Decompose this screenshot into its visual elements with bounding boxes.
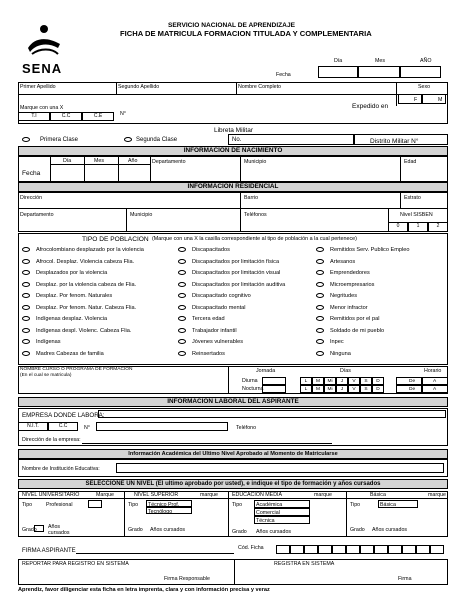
poblacion-radio[interactable] (178, 282, 186, 287)
poblacion-radio[interactable] (316, 339, 324, 344)
telefonos-label: Teléfonos (244, 212, 267, 218)
nac-dia-label: Día (63, 158, 72, 164)
poblacion-radio[interactable] (22, 328, 30, 333)
poblacion-radio[interactable] (22, 247, 30, 252)
poblacion-option-label: Microempresarios (330, 281, 375, 288)
poblacion-option-label: Trabajador infantil (192, 327, 237, 334)
diurna-label: Diurna (242, 378, 258, 384)
sexo-f-label: F (414, 97, 418, 103)
poblacion-radio[interactable] (178, 328, 186, 333)
media-comercial-label: Comercial (256, 510, 280, 516)
footer-note: Aprendiz, favor diligenciar esta ficha en letra imprenta, clara y con información precisa y veraz (18, 587, 270, 593)
segunda-clase-radio[interactable] (124, 137, 132, 142)
empresa-label: EMPRESA DONDE LABORA: (22, 412, 105, 419)
media-anos-label: Años cursados (256, 529, 292, 535)
cod-ficha-label: Cód. Ficha (238, 545, 264, 551)
cc-label: C.C (58, 423, 68, 429)
nivel-basica-marque: marque (428, 492, 446, 498)
nac-ano-label: Año (128, 158, 138, 164)
sexo-m-label: M (438, 97, 443, 103)
sup-tecnologo-box[interactable] (146, 507, 192, 514)
poblacion-radio[interactable] (178, 259, 186, 264)
horario-a-cell[interactable]: A (422, 377, 448, 385)
univ-profesional-label: Profesional (46, 502, 73, 508)
nacimiento-block (18, 156, 448, 182)
firma-label: Firma (398, 576, 412, 582)
univ-profesional-box[interactable] (88, 500, 102, 508)
media-comercial-box[interactable] (254, 508, 310, 516)
nivel-media-label: EDUCACION MEDIA (232, 492, 283, 498)
reportar-label: REPORTAR PARA REGISTRO EN SISTEMA (22, 561, 129, 567)
poblacion-radio[interactable] (178, 316, 186, 321)
poblacion-option-label: Menor infractor (330, 304, 368, 311)
date-day-label: Día (334, 58, 343, 64)
doc-type-cc[interactable] (50, 112, 82, 121)
poblacion-radio[interactable] (316, 270, 324, 275)
sexo-label: Sexo (418, 84, 431, 90)
firma-aspirante-label: FIRMA ASPIRANTE (22, 548, 76, 554)
empresa-telefono-label: Teléfono (236, 425, 257, 431)
res-departamento-label: Departamento (20, 212, 54, 218)
cod-ficha-cell[interactable] (318, 545, 332, 554)
day-cell[interactable]: J (336, 385, 348, 393)
poblacion-option-label: Negritudes (330, 293, 358, 299)
day-cell[interactable]: M (312, 385, 324, 393)
poblacion-option-label: Remitidos por el pal (330, 316, 380, 322)
poblacion-option-label: Inpec (330, 339, 344, 345)
date-day-field[interactable] (318, 66, 358, 78)
date-year-field[interactable] (400, 66, 441, 78)
poblacion-option-label: Discapacitados por limitación auditiva (192, 281, 286, 288)
empresa-field[interactable] (98, 410, 446, 418)
poblacion-option-label: Discapacitado cognitivo (192, 293, 251, 299)
poblacion-radio[interactable] (22, 259, 30, 264)
doc-type-cc-label: C.C (61, 113, 71, 119)
day-cell[interactable]: L (300, 385, 312, 393)
primer-apellido-label: Primer Apellido (20, 84, 56, 90)
poblacion-option-label: Desplaz. por la violencia cabeza de Flia. (36, 281, 137, 288)
firma-responsable-label: Firma Responsable (164, 576, 210, 582)
poblacion-title: TIPO DE POBLACION (82, 236, 149, 243)
media-tecnica-label: Técnica (256, 518, 275, 524)
date-label: Fecha (276, 72, 291, 78)
poblacion-option-label: Desplazados por la violencia (36, 270, 108, 276)
cod-ficha-cell[interactable] (374, 545, 388, 554)
doc-type-ti[interactable] (18, 112, 50, 121)
poblacion-radio[interactable] (22, 351, 30, 356)
institucion-label: Nombre de Institución Educativa: (22, 466, 100, 472)
residencial-section-header (18, 182, 448, 192)
nac-mes-label: Mes (94, 158, 105, 164)
poblacion-radio[interactable] (316, 282, 324, 287)
poblacion-note: (Marque con una X la casilla correspondiente al tipo de población a la cual pertenece) (152, 236, 357, 242)
poblacion-radio[interactable] (316, 293, 324, 298)
poblacion-radio[interactable] (178, 247, 186, 252)
media-tecnica-box[interactable] (254, 516, 310, 524)
nacimiento-section-header (18, 146, 448, 156)
expedido-label: Expedido en (352, 103, 389, 110)
nac-fecha-label: Fecha (22, 170, 41, 177)
sisben-2-label: 2 (436, 223, 440, 229)
sisben-2[interactable] (428, 222, 448, 232)
poblacion-option-label: Desplaz. Por fenom. Natur. Cabeza Flia. (36, 304, 137, 311)
day-cell[interactable]: Mi (324, 377, 336, 385)
registra-label: REGISTRA EN SISTEMA (274, 561, 335, 567)
poblacion-radio[interactable] (22, 339, 30, 344)
sup-tipo-label: Tipo (128, 502, 139, 508)
poblacion-radio[interactable] (178, 293, 186, 298)
poblacion-option-label: Madres Cabezas de familia (36, 350, 104, 357)
poblacion-option-label: Remitidos Serv. Publico Empleo (330, 247, 410, 253)
nocturna-box[interactable] (262, 385, 286, 393)
nivel-sup-label: NIVEL SUPERIOR (134, 492, 179, 498)
univ-cursados-label: cursados (48, 530, 70, 536)
poblacion-radio[interactable] (22, 316, 30, 321)
nombre-completo-label: Nombre Completo (238, 84, 281, 90)
media-grado-label: Grado (232, 529, 247, 535)
univ-grado-label: Grado (22, 527, 37, 533)
logo-text: SENA (22, 61, 63, 76)
sexo-f-box[interactable] (398, 94, 422, 104)
empresa-n-label: N° (84, 425, 90, 431)
poblacion-option-label: Jóvenes vulnerables (192, 339, 243, 345)
poblacion-radio[interactable] (22, 293, 30, 298)
day-cell[interactable]: V (348, 385, 360, 393)
univ-grado-box[interactable] (34, 525, 44, 532)
cod-ficha-cell[interactable] (276, 545, 290, 554)
poblacion-option-label: Discapacitado mental (192, 304, 246, 311)
day-cell[interactable]: Mi (324, 385, 336, 393)
nivel-sup-marque: marque (200, 492, 218, 498)
horario-a-cell[interactable]: A (422, 385, 448, 393)
poblacion-option-label: Indígenas desplaz. Violencia (36, 316, 108, 322)
poblacion-radio[interactable] (22, 282, 30, 287)
nocturna-label: Nocturna (242, 386, 264, 392)
nit-label: N.I.T. (27, 423, 39, 429)
poblacion-radio[interactable] (316, 259, 324, 264)
sup-grado-label: Grado (128, 527, 143, 533)
cod-ficha-cell[interactable] (332, 545, 346, 554)
poblacion-radio[interactable] (178, 270, 186, 275)
horario-de-cell[interactable]: De (396, 377, 422, 385)
horario-de-cell[interactable]: De (396, 385, 422, 393)
residencial-block (18, 192, 448, 232)
media-academica-box[interactable] (254, 500, 310, 508)
nivel-univ-marque: Marque (96, 492, 114, 498)
doc-number-label: N° (120, 111, 126, 117)
nac-departamento-label: Departamento (152, 159, 186, 165)
poblacion-option-label: Tercera edad (192, 316, 225, 322)
diurna-box[interactable] (262, 377, 286, 385)
libreta-no-label: No. (232, 137, 242, 143)
cod-ficha-cell[interactable] (402, 545, 416, 554)
nit-box[interactable] (18, 422, 48, 431)
day-cell[interactable]: D (372, 377, 384, 385)
org-name: SERVICIO NACIONAL DE APRENDIZAJE (168, 22, 296, 29)
nivel-section-title: SELECCIONE UN NIVEL (El ultimo aprobado por usted), e indique el tipo de formación y años cursados (85, 481, 381, 487)
poblacion-option-label: Artesanos (330, 258, 356, 265)
nivel-univ-label: NIVEL UNIVERSITARIO (22, 492, 80, 498)
estrato-label: Estrato (404, 195, 421, 201)
barrio-label: Barrio (244, 195, 259, 201)
poblacion-option-label: Afrocolombiano desplazado por la violencia (36, 247, 144, 253)
cc-box[interactable] (48, 422, 78, 431)
empresa-nit-field[interactable] (96, 422, 228, 431)
doc-type-ce-label: C.E (93, 113, 103, 119)
date-month-field[interactable] (358, 66, 400, 78)
poblacion-radio[interactable] (316, 328, 324, 333)
poblacion-radio[interactable] (316, 316, 324, 321)
media-academica-label: Académica (256, 502, 283, 508)
day-cell[interactable]: S (360, 377, 372, 385)
marque-label: Marque con una X (20, 105, 64, 111)
distrito-label: Distrito Militar N° (370, 138, 419, 145)
date-year-label: AÑO (420, 58, 432, 64)
sup-tecnico-label: Técnico Prof. (148, 502, 180, 508)
day-cell[interactable]: V (348, 377, 360, 385)
date-month-label: Mes (375, 58, 386, 64)
media-tipo-label: Tipo (232, 502, 243, 508)
academica-section-header (18, 449, 448, 459)
cod-ficha-cell[interactable] (346, 545, 360, 554)
primera-clase-label: Primera Clase (40, 137, 79, 143)
poblacion-option-label: Reinsertados (192, 350, 225, 357)
dias-label: Días (340, 368, 351, 374)
institucion-field[interactable] (116, 463, 444, 473)
res-municipio-label: Municipio (130, 212, 153, 218)
sisben-0-label: 0 (396, 223, 400, 229)
segunda-clase-label: Segunda Clase (136, 137, 178, 143)
sup-tecnologo-label: Tecnólogo (148, 509, 173, 515)
basica-basica-label: Básica (380, 502, 396, 508)
sisben-1[interactable] (408, 222, 428, 232)
basica-box[interactable] (378, 500, 418, 508)
basica-tipo-label: Tipo (350, 502, 361, 508)
cod-ficha-cell[interactable] (388, 545, 402, 554)
cod-ficha-cell[interactable] (430, 545, 444, 554)
poblacion-radio[interactable] (178, 351, 186, 356)
curso-label: NOMBRE CURSO O PROGRAMA DE FORMACION (20, 367, 133, 372)
laboral-section-title: INFORMACION LABORAL DEL ASPIRANTE (167, 398, 299, 405)
poblacion-radio[interactable] (316, 247, 324, 252)
curso-sublabel: (En el cual se matricula) (20, 373, 72, 378)
basica-anos-label: Años cursados (372, 527, 408, 533)
poblacion-option-label: Ninguna (330, 350, 351, 357)
univ-tipo-label: Tipo (22, 502, 33, 508)
poblacion-option-label: Emprendedores (330, 270, 370, 276)
horario-label: Horario (424, 368, 442, 374)
form-title: FICHA DE MATRICULA FORMACION TITULADA Y COMPLEMENTARIA (120, 29, 372, 38)
poblacion-radio[interactable] (178, 305, 186, 310)
nacimiento-section-title: INFORMACION DE NACIMIENTO (183, 147, 283, 154)
poblacion-radio[interactable] (316, 305, 324, 310)
basica-grado-label: Grado (350, 527, 365, 533)
day-cell[interactable]: S (360, 385, 372, 393)
cod-ficha-cell[interactable] (304, 545, 318, 554)
doc-type-ti-label: T.I (31, 113, 37, 119)
poblacion-option-label: Indígenas (36, 339, 61, 345)
libreta-label: Libreta Militar (214, 127, 254, 134)
poblacion-option-label: Soldado de mi pueblo (330, 327, 385, 334)
jornada-label: Jornada (256, 368, 276, 374)
day-cell[interactable]: D (372, 385, 384, 393)
direccion-label: Dirección (20, 195, 43, 201)
sup-anos-label: Años cursados (150, 527, 186, 533)
empresa-direccion-label: Dirección de la empresa: (22, 437, 81, 443)
day-cell[interactable]: L (300, 377, 312, 385)
day-cell[interactable]: M (312, 377, 324, 385)
poblacion-radio[interactable] (316, 351, 324, 356)
sisben-0[interactable] (388, 222, 408, 232)
sisben-1-label: 1 (416, 223, 420, 229)
nac-municipio-label: Municipio (244, 159, 267, 165)
poblacion-option-label: Discapacitados por limitación física (192, 258, 280, 265)
poblacion-radio[interactable] (178, 339, 186, 344)
univ-anos-label: Años (48, 524, 61, 530)
cod-ficha-cell[interactable] (290, 545, 304, 554)
segundo-apellido-label: Segundo Apellido (118, 84, 160, 90)
nivel-section-header (18, 479, 448, 489)
sup-tecnico-box[interactable] (146, 500, 192, 507)
poblacion-radio[interactable] (22, 305, 30, 310)
academica-section-title: Información Académica del Ultimo Nivel Aprobado al Momento de Matricularse (128, 451, 338, 457)
poblacion-option-label: Indígenas despl. Violenc. Cabeza Flia. (36, 327, 132, 334)
residencial-section-title: INFORMACION RESIDENCIAL (187, 183, 279, 190)
poblacion-option-label: Discapacitados por limitación visual (192, 270, 281, 276)
cod-ficha-cell[interactable] (416, 545, 430, 554)
nivel-media-marque: marque (314, 492, 332, 498)
day-cell[interactable]: J (336, 377, 348, 385)
primera-clase-radio[interactable] (22, 137, 30, 142)
nivel-basica-label: Básica (370, 492, 386, 498)
sisben-label: Nivel SISBEN (400, 212, 433, 218)
cod-ficha-cell[interactable] (360, 545, 374, 554)
doc-type-ce[interactable] (82, 112, 114, 121)
poblacion-radio[interactable] (22, 270, 30, 275)
poblacion-option-label: Afrocol. Desplaz. Violencia cabeza Flia. (36, 258, 135, 265)
nac-edad-label: Edad (404, 159, 417, 165)
poblacion-option-label: Desplaz. Por fenom. Naturales (36, 293, 113, 299)
poblacion-option-label: Discapacitados (192, 247, 230, 253)
laboral-section-header (18, 397, 448, 407)
libreta-no-field[interactable] (228, 134, 354, 145)
